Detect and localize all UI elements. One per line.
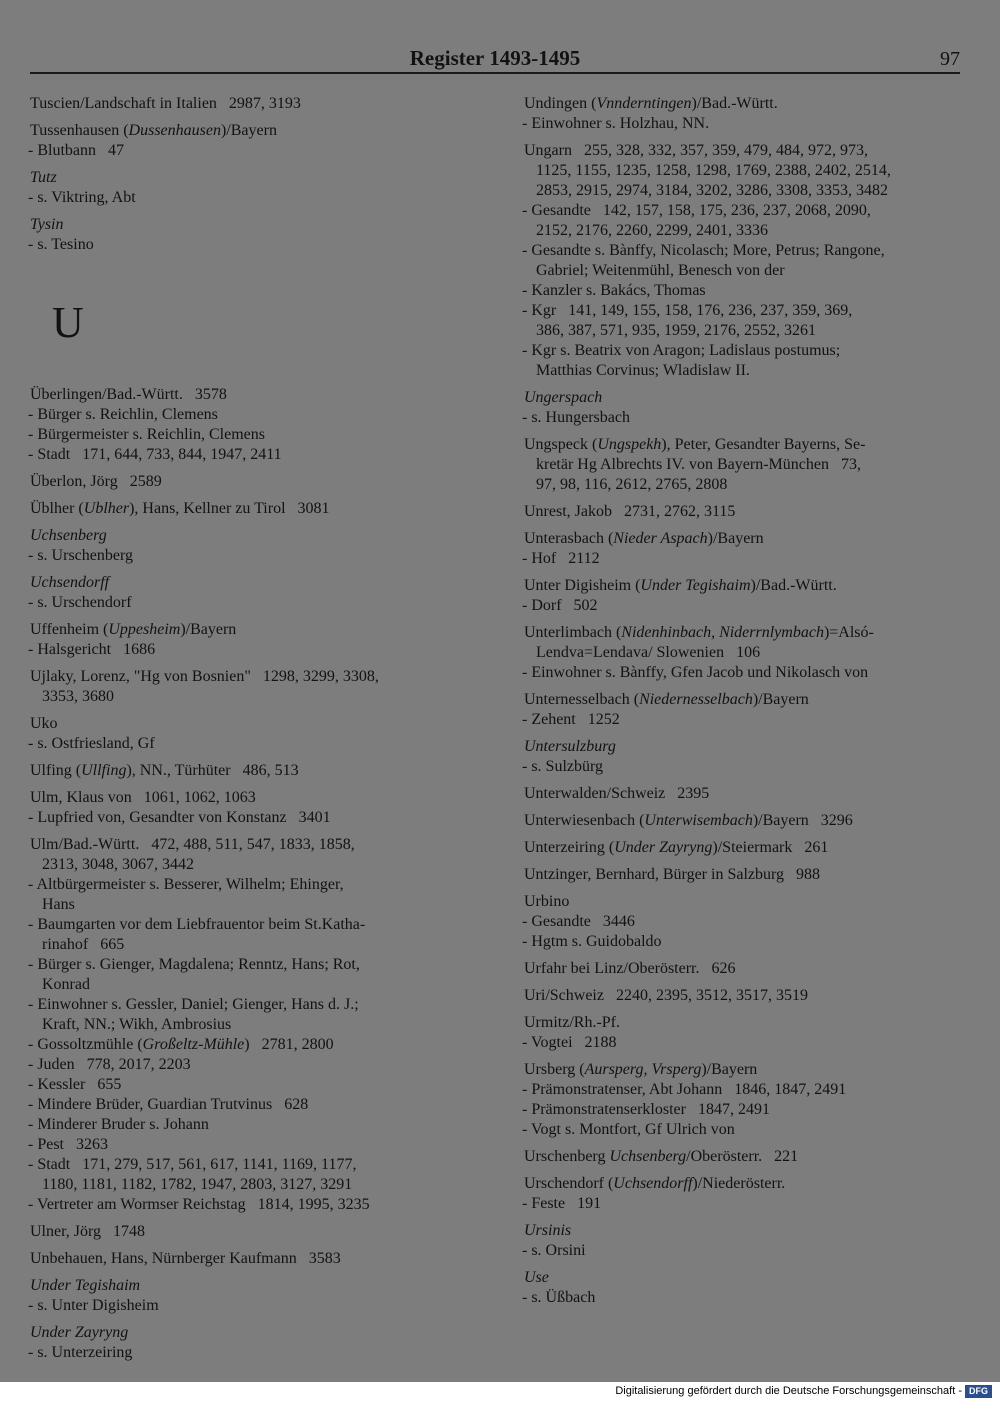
entry-line: 1180, 1181, 1182, 1782, 1947, 2803, 3127, 3291 bbox=[42, 1176, 353, 1193]
entry-line: - s. Sulzbürg bbox=[522, 758, 604, 775]
entry-line: 3353, 3680 bbox=[42, 688, 114, 705]
entry-line: Ulner, Jörg 1748 bbox=[30, 1223, 146, 1240]
index-entry bbox=[22, 620, 468, 660]
entry-line: 1125, 1155, 1235, 1258, 1298, 1769, 2388, 2402, 2514, bbox=[536, 162, 891, 179]
index-entry bbox=[22, 215, 468, 255]
right-entries bbox=[516, 94, 974, 1308]
index-entry bbox=[22, 714, 468, 754]
entry-line: Lendva=Lendava/ Slowenien 106 bbox=[536, 644, 761, 661]
index-entry bbox=[22, 788, 468, 828]
entry-line: Urfahr bei Linz/Oberösterr. 626 bbox=[524, 960, 736, 977]
index-entry bbox=[22, 121, 468, 161]
left-entries-after-letter bbox=[22, 385, 468, 1363]
entry-line: - Einwohner s. Gessler, Daniel; Gienger, Hans d. J.; bbox=[28, 996, 359, 1013]
index-entry bbox=[516, 892, 974, 952]
index-entry bbox=[22, 499, 468, 519]
entry-line: - Kgr s. Beatrix von Aragon; Ladislaus postumus; bbox=[522, 342, 841, 359]
entry-line: Uchsenberg bbox=[30, 527, 107, 544]
entry-line: Uri/Schweiz 2240, 2395, 3512, 3517, 3519 bbox=[524, 987, 808, 1004]
index-entry bbox=[516, 1268, 974, 1308]
index-entry bbox=[516, 690, 974, 730]
entry-line: - Prämonstratenser, Abt Johann 1846, 1847, 2491 bbox=[522, 1081, 847, 1098]
entry-line: Ursinis bbox=[524, 1222, 572, 1239]
index-entry bbox=[22, 94, 468, 114]
index-entry bbox=[22, 526, 468, 566]
entry-line: Use bbox=[524, 1269, 549, 1286]
page-number: 97 bbox=[940, 48, 960, 70]
index-entry bbox=[516, 1013, 974, 1053]
index-entry bbox=[516, 623, 974, 683]
index-entry bbox=[516, 1147, 974, 1167]
entry-line: Under Zayryng bbox=[30, 1324, 129, 1341]
entry-line: - Stadt 171, 279, 517, 561, 617, 1141, 1169, 1177, bbox=[28, 1156, 357, 1173]
entry-line: - Minderer Bruder s. Johann bbox=[28, 1116, 209, 1133]
entry-line: - Blutbann 47 bbox=[28, 142, 124, 159]
index-entry bbox=[516, 865, 974, 885]
entry-line: - s. Urschendorf bbox=[28, 594, 132, 611]
entry-line: - Zehent 1252 bbox=[522, 711, 620, 728]
index-entry bbox=[516, 811, 974, 831]
entry-line: - Hof 2112 bbox=[522, 550, 600, 567]
index-entry bbox=[22, 1249, 468, 1269]
entry-line: - s. Tesino bbox=[28, 236, 94, 253]
index-entry bbox=[516, 986, 974, 1006]
index-entry bbox=[516, 838, 974, 858]
entry-line: - Stadt 171, 644, 733, 844, 1947, 2411 bbox=[28, 446, 282, 463]
index-entry bbox=[22, 168, 468, 208]
entry-line: Uko bbox=[30, 715, 58, 732]
entry-line: - Baumgarten vor dem Liebfrauentor beim St.Katha- bbox=[28, 916, 366, 933]
entry-line: - Gesandte s. Bànffy, Nicolasch; More, Petrus; Rangone, bbox=[522, 242, 885, 259]
left-entries-before-letter bbox=[22, 94, 468, 255]
entry-line: - Gesandte 3446 bbox=[522, 913, 635, 930]
entry-line: Uffenheim (Uppesheim)/Bayern bbox=[30, 621, 237, 638]
entry-line: - Kanzler s. Bakács, Thomas bbox=[522, 282, 706, 299]
entry-line: Üblher (Ublher), Hans, Kellner zu Tirol 3081 bbox=[30, 500, 330, 517]
index-entry bbox=[516, 435, 974, 495]
entry-line: - s. Unterzeiring bbox=[28, 1344, 133, 1361]
index-entry bbox=[516, 1060, 974, 1140]
entry-line: - Lupfried von, Gesandter von Konstanz 3401 bbox=[28, 809, 331, 826]
index-entry bbox=[516, 959, 974, 979]
entry-line: Unternesselbach (Niedernesselbach)/Bayern bbox=[524, 691, 809, 708]
entry-line: - s. Urschenberg bbox=[28, 547, 134, 564]
entry-line: - Einwohner s. Bànffy, Gfen Jacob und Nikolasch von bbox=[522, 664, 869, 681]
entry-line: 2313, 3048, 3067, 3442 bbox=[42, 856, 194, 873]
entry-line: Unrest, Jakob 2731, 2762, 3115 bbox=[524, 503, 736, 520]
entry-line: - s. Hungersbach bbox=[522, 409, 630, 426]
entry-line: 386, 387, 571, 935, 1959, 2176, 2552, 3261 bbox=[536, 322, 816, 339]
index-entry bbox=[516, 529, 974, 569]
funding-note: Digitalisierung gefördert durch die Deutsche Forschungsgemeinschaft - bbox=[615, 1385, 962, 1397]
entry-line: - Bürgermeister s. Reichlin, Clemens bbox=[28, 426, 265, 443]
index-entry bbox=[22, 1323, 468, 1363]
entry-line: - Halsgericht 1686 bbox=[28, 641, 156, 658]
index-entry bbox=[22, 573, 468, 613]
entry-line: Kraft, NN.; Wikh, Ambrosius bbox=[42, 1016, 232, 1033]
entry-line: - Kessler 655 bbox=[28, 1076, 122, 1093]
entry-line: - Kgr 141, 149, 155, 158, 176, 236, 237, 359, 369, bbox=[522, 302, 853, 319]
entry-line: - s. Unter Digisheim bbox=[28, 1297, 159, 1314]
entry-line: Tussenhausen (Dussenhausen)/Bayern bbox=[30, 122, 277, 139]
entry-line: 97, 98, 116, 2612, 2765, 2808 bbox=[536, 476, 728, 493]
entry-line: - Dorf 502 bbox=[522, 597, 598, 614]
index-entry bbox=[22, 1222, 468, 1242]
entry-line: - Mindere Brüder, Guardian Trutvinus 628 bbox=[28, 1096, 309, 1113]
entry-line: Ursberg (Aursperg, Vrsperg)/Bayern bbox=[524, 1061, 758, 1078]
entry-line: - Altbürgermeister s. Besserer, Wilhelm; Ehinger, bbox=[28, 876, 344, 893]
entry-line: - Feste 191 bbox=[522, 1195, 602, 1212]
entry-line: - Bürger s. Gienger, Magdalena; Renntz, Hans; Rot, bbox=[28, 956, 360, 973]
entry-line: - Einwohner s. Holzhau, NN. bbox=[522, 115, 710, 132]
entry-line: kretär Hg Albrechts IV. von Bayern-München 73, bbox=[536, 456, 861, 473]
index-entry bbox=[516, 1221, 974, 1261]
index-entry bbox=[516, 94, 974, 134]
entry-line: Under Tegishaim bbox=[30, 1277, 141, 1294]
entry-line: - s. Üßbach bbox=[522, 1289, 596, 1306]
header-rule bbox=[30, 72, 960, 74]
index-entry bbox=[516, 737, 974, 777]
entry-line: Urbino bbox=[524, 893, 570, 910]
entry-line: 2853, 2915, 2974, 3184, 3202, 3286, 3308, 3353, 3482 bbox=[536, 182, 888, 199]
left-column bbox=[22, 94, 468, 1370]
entry-line: Ungarn 255, 328, 332, 357, 359, 479, 484, 972, 973, bbox=[524, 142, 868, 159]
entry-line: - Vertreter am Wormser Reichstag 1814, 1995, 3235 bbox=[28, 1196, 370, 1213]
index-entry bbox=[22, 667, 468, 707]
entry-line: 2152, 2176, 2260, 2299, 2401, 3336 bbox=[536, 222, 768, 239]
entry-line: Unter Digisheim (Under Tegishaim)/Bad.-Württ. bbox=[524, 577, 837, 594]
entry-line: Unbehauen, Hans, Nürnberger Kaufmann 3583 bbox=[30, 1250, 341, 1267]
index-entry bbox=[22, 1276, 468, 1316]
entry-line: Unterwiesenbach (Unterwisembach)/Bayern 3296 bbox=[524, 812, 853, 829]
entry-line: - Hgtm s. Guidobaldo bbox=[522, 933, 662, 950]
running-title: Register 1493-1495 bbox=[409, 46, 581, 70]
index-entry bbox=[22, 835, 468, 1215]
entry-line: Ungerspach bbox=[524, 389, 603, 406]
entry-line: Ulfing (Ullfing), NN., Türhüter 486, 513 bbox=[30, 762, 299, 779]
entry-line: Undingen (Vnnderntingen)/Bad.-Württ. bbox=[524, 95, 778, 112]
dfg-logo: DFG bbox=[965, 1385, 992, 1398]
entry-line: Unterasbach (Nieder Aspach)/Bayern bbox=[524, 530, 764, 547]
entry-line: Ujlaky, Lorenz, "Hg von Bosnien" 1298, 3299, 3308, bbox=[30, 668, 379, 685]
entry-line: Hans bbox=[42, 896, 75, 913]
entry-line: Tutz bbox=[30, 169, 57, 186]
index-entry bbox=[516, 576, 974, 616]
entry-line: - s. Viktring, Abt bbox=[28, 189, 136, 206]
entry-line: - s. Orsini bbox=[522, 1242, 586, 1259]
page-header bbox=[30, 44, 960, 74]
entry-line: Untzinger, Bernhard, Bürger in Salzburg 988 bbox=[524, 866, 821, 883]
entry-line: Matthias Corvinus; Wladislaw II. bbox=[536, 362, 750, 379]
entry-line: Unterlimbach (Nidenhinbach, Niderrnlymbach)=Alsó- bbox=[524, 624, 874, 641]
entry-line: Konrad bbox=[42, 976, 90, 993]
entry-line: Überlon, Jörg 2589 bbox=[30, 473, 162, 490]
entry-line: rinahof 665 bbox=[42, 936, 125, 953]
index-entry bbox=[516, 502, 974, 522]
entry-line: - Prämonstratenserkloster 1847, 2491 bbox=[522, 1101, 770, 1118]
entry-line: - Gesandte 142, 157, 158, 175, 236, 237, 2068, 2090, bbox=[522, 202, 871, 219]
index-entry bbox=[516, 784, 974, 804]
right-column bbox=[516, 94, 974, 1315]
index-entry bbox=[22, 472, 468, 492]
index-entry bbox=[516, 388, 974, 428]
entry-line: Urschenberg Uchsenberg/Oberösterr. 221 bbox=[524, 1148, 799, 1165]
entry-line: Unterwalden/Schweiz 2395 bbox=[524, 785, 710, 802]
index-entry bbox=[516, 1174, 974, 1214]
entry-line: Urschendorf (Uchsendorff)/Niederösterr. bbox=[524, 1175, 786, 1192]
entry-line: Urmitz/Rh.-Pf. bbox=[524, 1014, 620, 1031]
entry-line: Ungspeck (Ungspekh), Peter, Gesandter Bayerns, Se- bbox=[524, 436, 866, 453]
entry-line: Uchsendorff bbox=[30, 574, 110, 591]
entry-line: Unterzeiring (Under Zayryng)/Steiermark 261 bbox=[524, 839, 829, 856]
entry-line: Untersulzburg bbox=[524, 738, 616, 755]
entry-line: - s. Ostfriesland, Gf bbox=[28, 735, 155, 752]
index-entry bbox=[22, 761, 468, 781]
footer-bar bbox=[0, 1382, 1000, 1402]
entry-line: Gabriel; Weitenmühl, Benesch von der bbox=[536, 262, 785, 279]
index-entry bbox=[516, 141, 974, 381]
index-entry bbox=[22, 385, 468, 465]
entry-line: Überlingen/Bad.-Württ. 3578 bbox=[30, 386, 227, 403]
entry-line: Tuscien/Landschaft in Italien 2987, 3193 bbox=[30, 95, 301, 112]
entry-line: - Gossoltzmühle (Großeltz-Mühle) 2781, 2800 bbox=[28, 1036, 334, 1053]
entry-line: - Bürger s. Reichlin, Clemens bbox=[28, 406, 218, 423]
entry-line: - Vogtei 2188 bbox=[522, 1034, 617, 1051]
entry-line: Ulm/Bad.-Württ. 472, 488, 511, 547, 1833, 1858, bbox=[30, 836, 355, 853]
entry-line: - Juden 778, 2017, 2203 bbox=[28, 1056, 191, 1073]
entry-line: - Vogt s. Montfort, Gf Ulrich von bbox=[522, 1121, 735, 1138]
entry-line: Tysin bbox=[30, 216, 64, 233]
section-letter: U bbox=[52, 298, 84, 347]
entry-line: - Pest 3263 bbox=[28, 1136, 108, 1153]
entry-line: Ulm, Klaus von 1061, 1062, 1063 bbox=[30, 789, 256, 806]
